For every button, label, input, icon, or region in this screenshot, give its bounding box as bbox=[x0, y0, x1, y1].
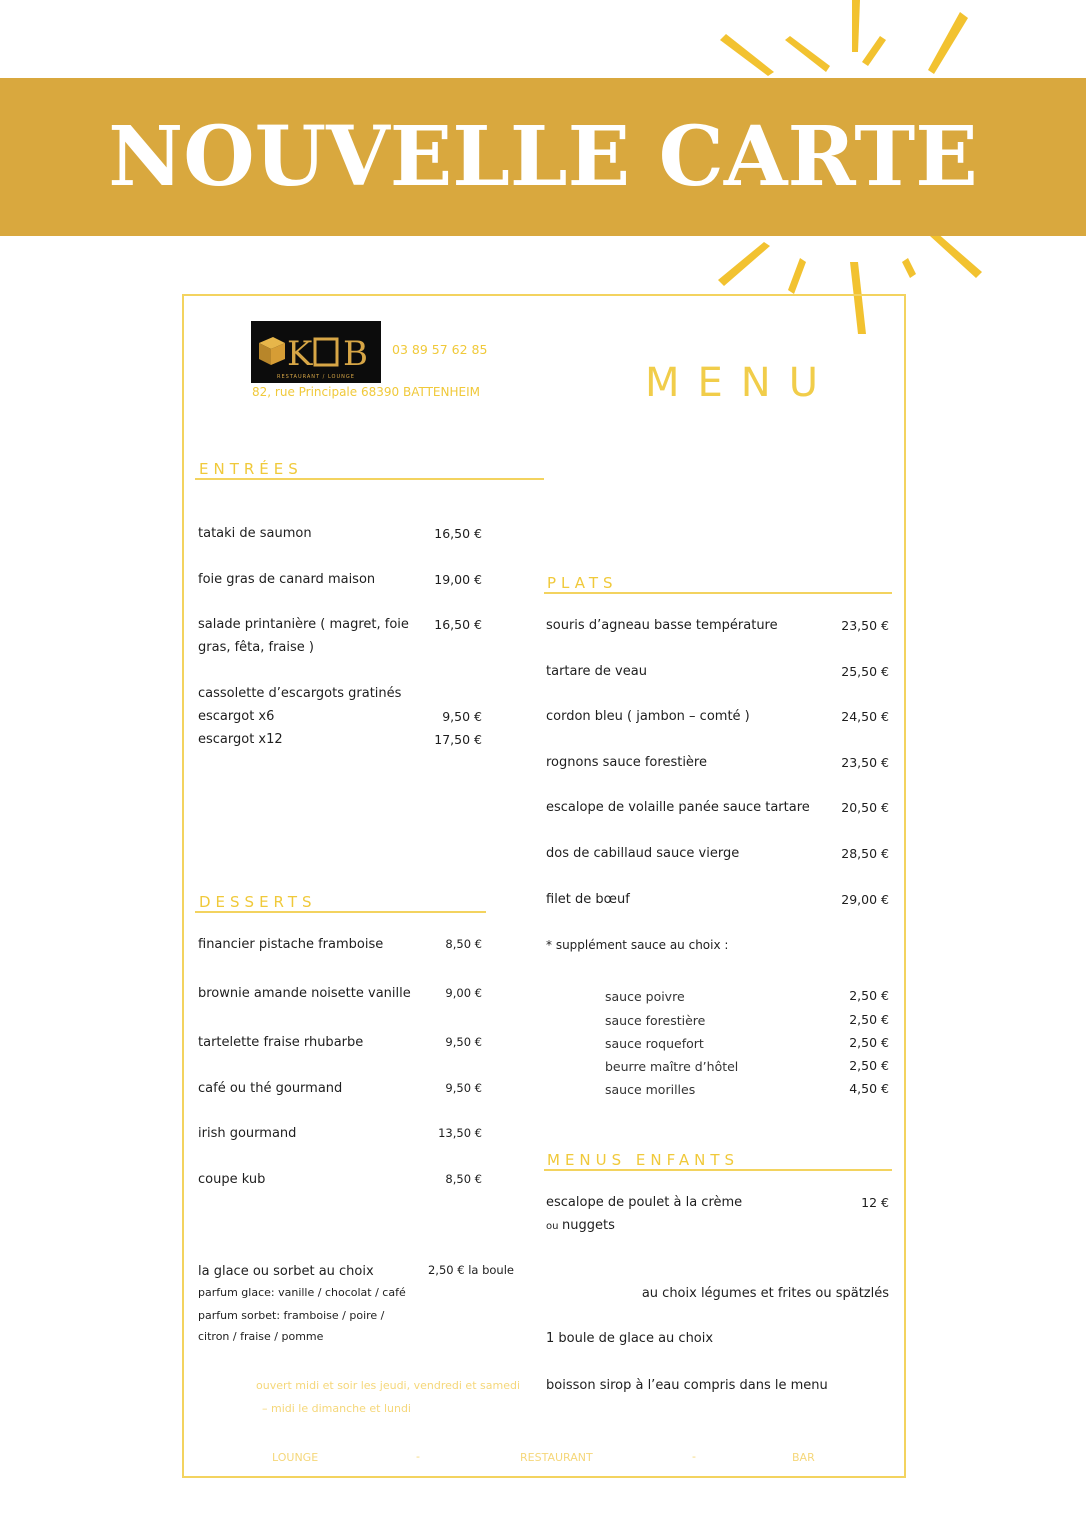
enfants-drink: boisson sirop à l’eau compris dans le menu bbox=[546, 1378, 828, 1393]
sauce-item: sauce roquefort bbox=[605, 1036, 704, 1051]
enfants-dish: escalope de poulet à la crème bbox=[546, 1195, 743, 1210]
footer-bar: BAR bbox=[792, 1451, 815, 1464]
dessert-item: brownie amande noisette vanille bbox=[198, 986, 411, 1001]
plat-item: rognons sauce forestière bbox=[546, 755, 707, 770]
footer-lounge: LOUNGE bbox=[272, 1451, 319, 1464]
logo-tagline: RESTAURANT / LOUNGE bbox=[277, 374, 355, 380]
dessert-item: café ou thé gourmand bbox=[198, 1081, 343, 1096]
glace-price: 2,50 € la boule bbox=[427, 1263, 514, 1277]
dessert-price: 8,50 € bbox=[445, 1172, 482, 1186]
menu-title: MENU bbox=[645, 360, 836, 406]
enfants-heading: MENUS ENFANTS bbox=[547, 1151, 740, 1169]
glace-flavors: parfum glace: vanille / chocolat / café bbox=[198, 1286, 406, 1299]
enfants-or: ou bbox=[546, 1221, 559, 1232]
footer-restaurant: RESTAURANT bbox=[520, 1451, 593, 1464]
sauce-item: sauce forestière bbox=[605, 1013, 706, 1028]
plat-price: 24,50 € bbox=[841, 709, 889, 724]
entree-item: cassolette d’escargots gratinés bbox=[198, 686, 402, 701]
dessert-item: irish gourmand bbox=[198, 1126, 297, 1141]
sauce-item: sauce poivre bbox=[605, 989, 685, 1004]
banner-title: NOUVELLE CARTE bbox=[108, 109, 978, 205]
plat-price: 25,50 € bbox=[841, 664, 889, 679]
glace-item: la glace ou sorbet au choix bbox=[198, 1264, 374, 1279]
opening-hours: ouvert midi et soir les jeudi, vendredi et samedi bbox=[256, 1379, 520, 1392]
kub-logo bbox=[251, 321, 381, 383]
enfants-dessert: 1 boule de glace au choix bbox=[546, 1331, 714, 1346]
entree-price: 16,50 € bbox=[434, 617, 482, 632]
dessert-item: tartelette fraise rhubarbe bbox=[198, 1035, 364, 1050]
plat-item: dos de cabillaud sauce vierge bbox=[546, 846, 740, 861]
plat-item: filet de bœuf bbox=[546, 892, 630, 907]
entree-price: 17,50 € bbox=[434, 732, 482, 747]
footer-separator: - bbox=[416, 1450, 420, 1463]
sauce-price: 4,50 € bbox=[849, 1081, 889, 1096]
enfants-rule bbox=[544, 1169, 892, 1171]
entree-item: tataki de saumon bbox=[198, 526, 312, 541]
dessert-price: 9,00 € bbox=[445, 986, 482, 1000]
sauce-price: 2,50 € bbox=[849, 988, 889, 1003]
entree-item: salade printanière ( magret, foie bbox=[198, 617, 409, 632]
entrees-heading: ENTRÉES bbox=[199, 460, 303, 478]
sauce-price: 2,50 € bbox=[849, 1058, 889, 1073]
entree-item: escargot x12 bbox=[198, 732, 283, 747]
sauce-item: sauce morilles bbox=[605, 1082, 696, 1097]
entree-price: 16,50 € bbox=[434, 526, 482, 541]
plat-price: 23,50 € bbox=[841, 755, 889, 770]
sauce-price: 2,50 € bbox=[849, 1012, 889, 1027]
plat-price: 29,00 € bbox=[841, 892, 889, 907]
sorbet-flavors: parfum sorbet: framboise / poire / bbox=[198, 1309, 385, 1322]
sauce-item: beurre maître d’hôtel bbox=[605, 1059, 739, 1074]
dessert-price: 9,50 € bbox=[445, 1035, 482, 1049]
desserts-rule bbox=[195, 911, 486, 913]
plat-item: tartare de veau bbox=[546, 664, 647, 679]
phone-number: 03 89 57 62 85 bbox=[392, 342, 488, 357]
dessert-price: 9,50 € bbox=[445, 1081, 482, 1095]
svg-text:K: K bbox=[287, 334, 313, 374]
svg-text:B: B bbox=[343, 334, 368, 374]
entree-item: foie gras de canard maison bbox=[198, 572, 376, 587]
plat-item: souris d’agneau basse température bbox=[546, 618, 778, 633]
sauce-supplement-note: * supplément sauce au choix : bbox=[546, 938, 729, 952]
dessert-item: coupe kub bbox=[198, 1172, 266, 1187]
entree-price: 19,00 € bbox=[434, 572, 482, 587]
dessert-price: 13,50 € bbox=[438, 1126, 482, 1140]
dessert-price: 8,50 € bbox=[445, 937, 482, 951]
entree-price: 9,50 € bbox=[442, 709, 482, 724]
entree-item-continued: gras, fêta, fraise ) bbox=[198, 640, 314, 655]
opening-hours-continued: – midi le dimanche et lundi bbox=[262, 1402, 411, 1415]
enfants-alternative: nuggets bbox=[562, 1218, 615, 1233]
plat-item: escalope de volaille panée sauce tartare bbox=[546, 800, 810, 815]
sorbet-flavors-continued: citron / fraise / pomme bbox=[198, 1330, 324, 1343]
plats-heading: PLATS bbox=[547, 574, 618, 592]
sauce-price: 2,50 € bbox=[849, 1035, 889, 1050]
footer-separator: - bbox=[692, 1450, 696, 1463]
plat-price: 28,50 € bbox=[841, 846, 889, 861]
entrees-rule bbox=[195, 478, 544, 480]
desserts-heading: DESSERTS bbox=[199, 893, 317, 911]
plats-rule bbox=[544, 592, 892, 594]
dessert-item: financier pistache framboise bbox=[198, 937, 384, 952]
enfants-price: 12 € bbox=[861, 1195, 889, 1210]
plat-price: 23,50 € bbox=[841, 618, 889, 633]
plat-item: cordon bleu ( jambon – comté ) bbox=[546, 709, 750, 724]
entree-item: escargot x6 bbox=[198, 709, 275, 724]
address: 82, rue Principale 68390 BATTENHEIM bbox=[252, 385, 480, 399]
enfants-sides: au choix légumes et frites ou spätzlés bbox=[641, 1286, 889, 1301]
plat-price: 20,50 € bbox=[841, 800, 889, 815]
